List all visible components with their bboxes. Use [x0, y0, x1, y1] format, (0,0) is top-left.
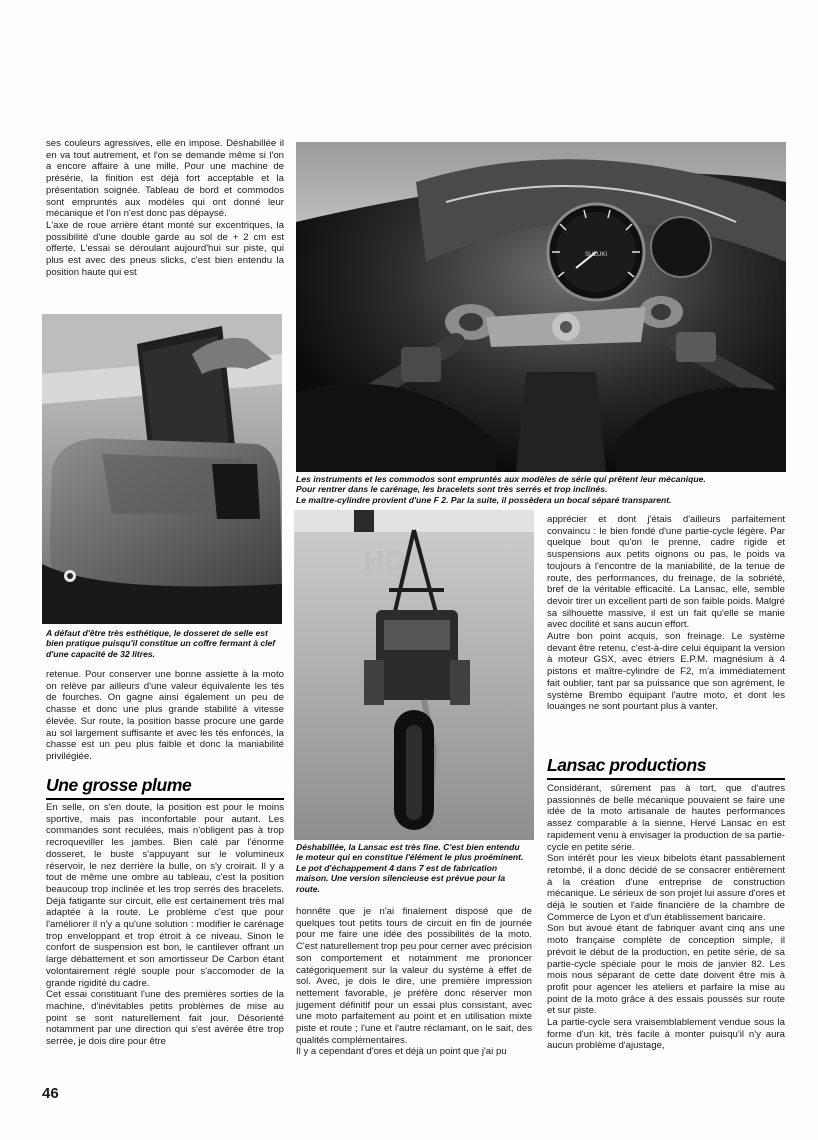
paragraph: Son but avoué étant de fabriquer avant cinq ans une moto française complète de conception simple, il prévoit le début de la production, en petite série, de sa partie-cycle spéciale pour le mois de janvier 82. Les mois nous séparant de cette date doivent être mis à profit pour agencer les ateliers et parfaire la mise au point de la moto grâce à des essais poussés sur route et sur piste. — [547, 923, 785, 1017]
speedometer-label: SUZUKI — [584, 252, 608, 258]
caption-seat: A défaut d'être très esthétique, le dosseret de selle est bien pratique puisqu'il constitue un coffre fermant à clef d'une capacité de 32 litres. — [46, 628, 276, 659]
column-right-bottom-text — [547, 783, 785, 1052]
paragraph: Cet essai constituant l'une des premières sorties de la machine, d'inévitables petits problèmes de mise au point se sont naturellement fait jour. Désorienté notamment par une direction qui s'est avérée être trop serrée, je dois dire pour être — [46, 989, 284, 1048]
paragraph: Considérant, sûrement pas à tort, que d'autres passionnés de belle mécanique pouvaient se faire une idée de la moto artisanale de hautes performances assez comparable à la sienne, Hervé Lansac en est rapidement venu à envisager la production de sa partie-cycle en petite série. — [547, 783, 785, 853]
paragraph: L'axe de roue arrière étant monté sur excentriques, la possibilité d'une double garde au sol de + 2 cm est offerte. L'essai se déroulant aujourd'hui sur piste, qui plus est avec des pneus slicks, c'est bien entendu la position haute qui est — [46, 219, 284, 278]
paragraph: La partie-cycle sera vraisemblablement vendue sous la forme d'un kit, très facile à monter puisqu'il n'y aura aucun problème d'ajustage, — [547, 1017, 785, 1052]
column-right-top-text — [547, 514, 785, 713]
caption-frame: Déshabillée, la Lansac est très fine. C'est bien entendu le moteur qui en constitue l'élément le plus proéminent. Le pot d'échappement 4 dans 7 est de fabrication maison. Une version silencieuse est prévue pour la route. — [296, 842, 524, 894]
caption-line: Le maître-cylindre provient d'une F 2. Par la suite, il possèdera un bocal séparé transparent. — [296, 494, 672, 505]
column-middle-bottom-text — [296, 906, 532, 1058]
heading-une-grosse-plume: Une grosse plume — [46, 775, 284, 800]
caption-line: Pour rentrer dans le carénage, les bracelets sont très serrés et trop inclinés. — [296, 484, 608, 495]
caption-instruments — [296, 474, 786, 505]
column-left-bottom-text — [46, 802, 284, 1048]
paragraph: Son intérêt pour les vieux bibelots étant passablement retombé, il a donc décidé de se consacrer entièrement à la création d'une entreprise de construction mécanique. Le sérieux de son projet lui assure d'ores et déjà le soutien et l'aide financière de la chambre de Commerce de Lyon et d'un établissement bancaire. — [547, 853, 785, 923]
caption-line: Les instruments et les commodos sont empruntés aux modèles de série qui prêtent leur mécanique. — [296, 474, 706, 484]
page-number: 46 — [42, 1085, 59, 1102]
heading-lansac-productions: Lansac productions — [547, 755, 785, 780]
paragraph: ses couleurs agressives, elle en impose. Déshabillée il en va tout autrement, et l'on se demande même si l'on a encore affaire à une mille. Pour une machine de présérie, la finition est déjà fort acceptable et la présentation soignée. Tableau de bord et commodos sont empruntés aux modèles qui ont donné leur mécanique et l'on n'est donc pas dépaysé. — [46, 138, 284, 220]
paragraph: apprécier et dont j'étais d'ailleurs parfaitement convaincu : le bien fondé d'une partie-cycle légère. Par quelque bout qu'on le prenne, cadre rigide et suspensions aux petits oignons ou pas, le poids va toujours à l'encontre de la maniabilité, de la tenue de route, des performances, du freinage, de la sobriété, bref de la véritable efficacité. La Lansac, elle, semble devoir tirer un excellent parti de son faible poids. Malgré sa silhouette massive, il est un fait qu'elle se manie avec docilité et sans aucun effort. — [547, 514, 785, 631]
paragraph: En selle, on s'en doute, la position est pour le moins sportive, mais pas inconfortable pour autant. Les commandes sont reculées, mais n'obligent pas à trop recroqueviller les jambes. Bien calé par l'énorme dosseret, le buste s'appuyant sur le volumineux réservoir, le nez derrière la bulle, on s'y croirait. Il y a tout de même une ombre au tableau, c'est la position beaucoup trop inclinée et les trop serrés des bracelets. Déjà fatigante sur circuit, elle est certainement très mal adaptée à la route. Le problème c'est que pour l'améliorer il n'y a qu'une solution : modifier le carénage trop enveloppant et trop étroit à ce niveau. Sinon le confort de suspension est bon, le cantilever offrant un large débattement et son amortisseur De Carbon étant volontairement réglé souple pour s'accomoder de la grande rigidité du cadre. — [46, 802, 284, 989]
column-left-top-text — [46, 138, 284, 278]
paragraph: honnête que je n'ai finalement disposé que de quelques tout petits tours de circuit en fin de journée pour me faire une idée des possibilités de la moto. C'est naturellement trop peu pour cerner avec précision son comportement et notamment me prononcer catégoriquement sur la valeur du système à effet de sol. Avec, je dois le dire, une première impression nettement favorable, je préfère donc réserver mon jugement définitif pour un essai plus consistant, avec une moto parfaitement au point et en utilisation mixte piste et route ; l'une et l'autre réclamant, on le sait, des qualités complémentaires. — [296, 906, 532, 1046]
photo-seat-storage — [42, 314, 282, 624]
paragraph: Autre bon point acquis, son freinage. Le système devant être retenu, c'est-à-dire celui équipant la version à moteur GSX, avec étriers E.P.M. magnésium à 4 pistons et maître-cylindre de F2, m'a immédiatement fait oublier, tant par sa puissance que son agrément, le système Brembo équipant l'autre moto, et dont les louanges ne sont pourtant plus à vanter. — [547, 631, 785, 713]
column-left-middle-text — [46, 669, 284, 763]
photo-instruments — [296, 142, 786, 472]
watermark-text: HO — [364, 545, 406, 576]
paragraph: Il y a cependant d'ores et déjà un point que j'ai pu — [296, 1046, 507, 1058]
photo-frame — [294, 510, 534, 840]
paragraph: retenue. Pour conserver une bonne assiette à la moto on relève par ailleurs d'une valeur équivalente les tés de fourches. On gagne ainsi également un peu de chasse et donc une plus grande stabilité à vitesse élevée. Sur route, la position basse procure une garde au sol largement suffisante et avec les tés enfoncés, la chasse est un peu plus faible et donc la maniabilité privilégiée. — [46, 669, 284, 762]
